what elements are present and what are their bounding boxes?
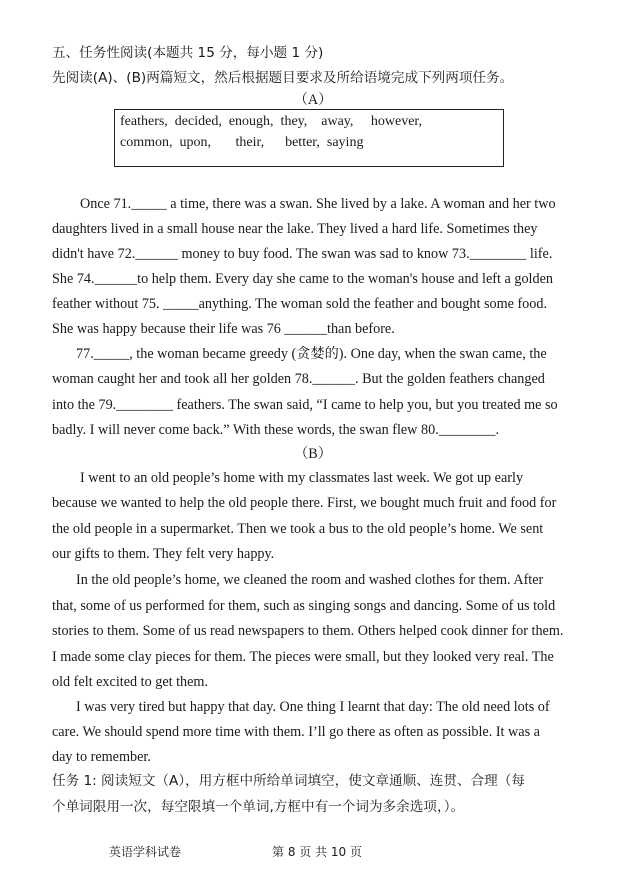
passage-a-line: She was happy because their life was 76 ______than before.: [52, 321, 395, 337]
passage-b-line: stories to them. Some of us read newspapers to them. Others helped cook dinner for them.: [52, 623, 564, 639]
page-number: 第 8 页 共 10 页: [272, 845, 362, 859]
instructions: 先阅读(A)、(B)两篇短文，然后根据题目要求及所给语境完成下列两项任务。: [52, 70, 514, 86]
passage-b-line: In the old people’s home, we cleaned the room and washed clothes for them. After: [76, 572, 544, 588]
passage-a-line: feather without 75. _____anything. The woman sold the feather and bought some food.: [52, 296, 548, 312]
passage-a-line: Once 71._____ a time, there was a swan. She lived by a lake. A woman and her two: [80, 196, 556, 212]
passage-b-line: I made some clay pieces for them. The pieces were small, but they looked very real. The: [52, 649, 554, 665]
footer-subject: 英语学科试卷: [109, 845, 182, 859]
passage-a-line: She 74.______to help them. Every day she came to the woman's house and left a golden: [52, 271, 553, 287]
task1-instruction: 任务 1: 阅读短文（A），用方框中所给单词填空，使文章通顺、连贯、合理（每: [52, 773, 525, 789]
passage-b-line: because we wanted to help the old people there. First, we bought much fruit and food for: [52, 495, 557, 511]
word-box-row: feathers, decided, enough, they, away, however,: [120, 114, 423, 129]
passage-b-line: that, some of us performed for them, such as singing songs and dancing. Some of us told: [52, 598, 556, 614]
task1-instruction: 个单词限用一次，每空限填一个单词,方框中有一个词为多余选项，）。: [52, 799, 465, 815]
passage-b-line: day to remember.: [52, 749, 151, 765]
passage-b-line: the old people in a supermarket. Then we took a bus to the old people’s home. We sent: [52, 521, 544, 537]
passage-a-line: into the 79.________ feathers. The swan said, “I came to help you, but you treated me so: [52, 397, 558, 413]
word-box: [114, 109, 504, 167]
passage-b-line: I went to an old people’s home with my classmates last week. We got up early: [80, 470, 524, 486]
passage-b-label: （B）: [294, 446, 332, 462]
passage-b-line: our gifts to them. They felt very happy.: [52, 546, 275, 562]
passage-a-line: badly. I will never come back.” With these words, the swan flew 80.________.: [52, 422, 500, 438]
passage-a-line: woman caught her and took all her golden 78.______. But the golden feathers changed: [52, 371, 545, 387]
passage-b-line: old felt excited to get them.: [52, 674, 209, 690]
word-box-row: common, upon, their, better, saying: [120, 135, 364, 150]
passage-b-line: I was very tired but happy that day. One thing I learnt that day: The old need lots of: [76, 699, 550, 715]
section-title: 五、任务性阅读(本题共 15 分，每小题 1 分): [52, 45, 324, 61]
passage-a-line: 77._____, the woman became greedy (贪婪的). One day, when the swan came, the: [76, 346, 547, 362]
passage-a-line: didn't have 72.______ money to buy food. The swan was sad to know 73.________ life.: [52, 246, 553, 262]
passage-a-line: daughters lived in a small house near the lake. They lived a hard life. Sometimes they: [52, 221, 538, 237]
passage-b-line: care. We should spend more time with them. I’ll go there as often as possible. It was a: [52, 724, 540, 740]
passage-a-label: （A）: [293, 92, 333, 108]
